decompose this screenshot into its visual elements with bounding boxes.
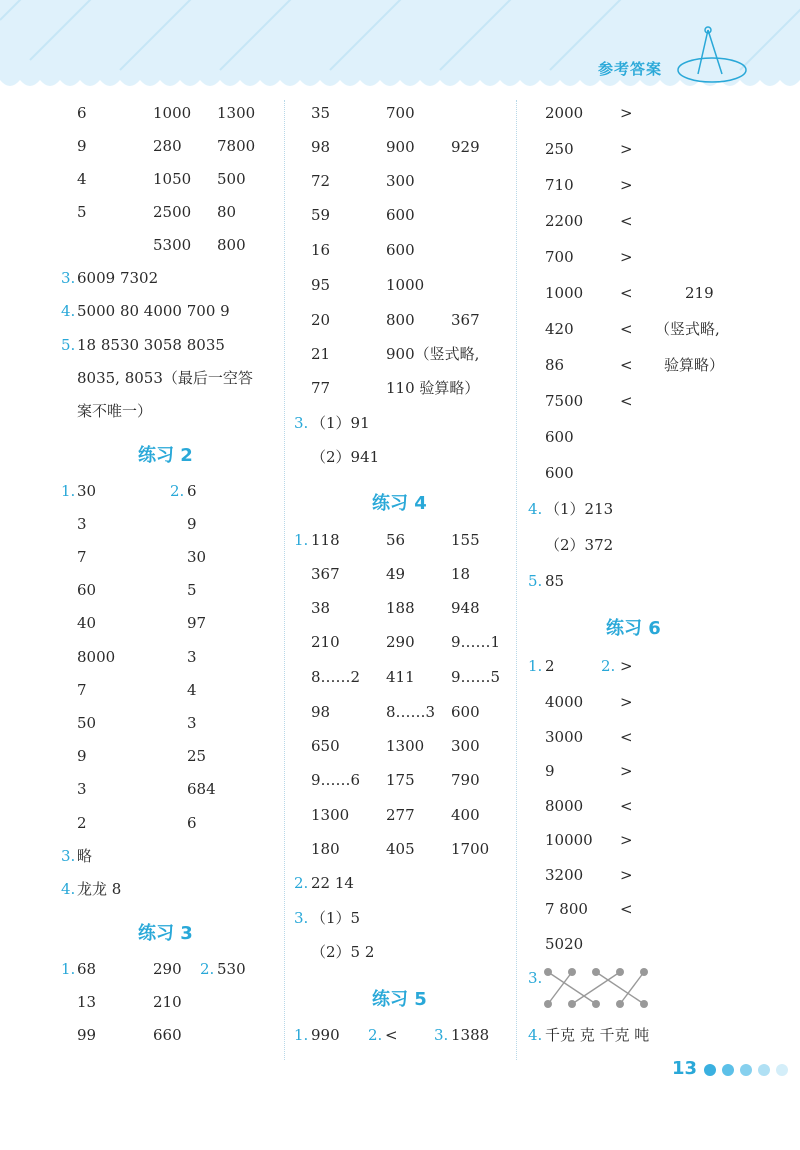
answer-value: 6	[187, 482, 197, 500]
answer-value: 790	[451, 771, 480, 789]
question-number: 1.	[61, 960, 76, 978]
answer-value: 367	[311, 565, 340, 583]
answer-value: 110 验算略）	[386, 379, 480, 397]
answer-value: 600	[386, 206, 415, 224]
answer-value: 50	[77, 714, 97, 732]
answer-value: 86	[545, 356, 565, 374]
answer-value: 9	[77, 137, 87, 155]
answer-value: 5020	[545, 935, 584, 953]
answer-value: 8……2	[311, 668, 361, 686]
column-divider	[284, 100, 285, 1060]
answer-value: >	[620, 693, 633, 711]
answer-value: 7 800	[545, 900, 588, 918]
answer-text: 案不唯一）	[77, 402, 153, 420]
answer-value: 900（竖式略,	[386, 345, 480, 363]
answer-value: 684	[187, 780, 216, 798]
answer-value: >	[620, 176, 633, 194]
answer-value: 59	[311, 206, 331, 224]
question-number: 4.	[61, 302, 76, 320]
answer-text: （2）5 2	[311, 943, 375, 961]
answer-value: 60	[77, 581, 97, 599]
question-number: 1.	[294, 1026, 309, 1044]
matching-lines-diagram	[540, 964, 670, 1012]
answer-value: 9	[77, 747, 87, 765]
page-number: 13	[672, 1058, 698, 1079]
answer-value: >	[620, 866, 633, 884]
answer-value: 8000	[77, 648, 116, 666]
question-number: 4.	[528, 1026, 543, 1044]
answer-value: <	[620, 392, 633, 410]
answer-value: 290	[153, 960, 182, 978]
question-number: 1.	[528, 657, 543, 675]
answer-value: 2	[545, 657, 555, 675]
answer-value: 98	[311, 138, 331, 156]
answer-value: 800	[217, 236, 246, 254]
answer-value: 6	[77, 104, 87, 122]
answer-value: 3	[187, 714, 197, 732]
question-number: 4.	[528, 500, 543, 518]
answer-text: （1）5	[311, 909, 361, 927]
answer-text: 验算略）	[664, 356, 725, 374]
answer-value: 95	[311, 276, 331, 294]
answer-value: 9……6	[311, 771, 361, 789]
answer-value: 420	[545, 320, 574, 338]
answer-value: >	[620, 831, 633, 849]
answer-text: 略	[77, 847, 93, 865]
answer-value: >	[620, 762, 633, 780]
section-title: 练习 2	[138, 445, 193, 466]
answer-value: 40	[77, 614, 97, 632]
answer-value: 68	[77, 960, 97, 978]
question-number: 2.	[601, 657, 616, 675]
answer-value: 2200	[545, 212, 584, 230]
answer-value: <	[620, 284, 633, 302]
question-number: 3.	[434, 1026, 449, 1044]
answer-value: <	[620, 797, 633, 815]
question-number: 3.	[61, 847, 76, 865]
section-title: 练习 4	[372, 493, 427, 514]
answer-value: 4000	[545, 693, 584, 711]
answer-value: 9……5	[451, 668, 501, 686]
answer-value: 990	[311, 1026, 340, 1044]
answer-text: （竖式略,	[655, 320, 720, 338]
answer-value: 405	[386, 840, 415, 858]
answer-value: 7	[77, 681, 87, 699]
answer-value: 660	[153, 1026, 182, 1044]
answer-value: 3	[77, 780, 87, 798]
answer-text: （1）213	[545, 500, 614, 518]
answer-value: 5	[77, 203, 87, 221]
answer-value: >	[620, 104, 633, 122]
section-title: 练习 5	[372, 989, 427, 1010]
answer-value: 700	[386, 104, 415, 122]
answer-text: 18 8530 3058 8035	[77, 336, 225, 354]
answer-value: 2	[77, 814, 87, 832]
answer-text: （1）91	[311, 414, 370, 432]
answer-value: 38	[311, 599, 331, 617]
answer-value: 250	[545, 140, 574, 158]
header-band	[0, 0, 800, 88]
column-divider	[516, 100, 517, 1060]
answer-value: 1000	[153, 104, 192, 122]
answer-value: 18	[451, 565, 471, 583]
answer-value: 188	[386, 599, 415, 617]
header-background	[0, 0, 800, 88]
answer-value: 1388	[451, 1026, 490, 1044]
answer-text: 5000 80 4000 700 9	[77, 302, 230, 320]
answer-value: <	[620, 900, 633, 918]
answer-value: 600	[545, 464, 574, 482]
question-number: 3.	[528, 969, 543, 987]
answer-value: 9	[545, 762, 555, 780]
section-title: 练习 3	[138, 923, 193, 944]
question-number: 3.	[294, 909, 309, 927]
answer-value: 1300	[311, 806, 350, 824]
answer-value: 700	[545, 248, 574, 266]
answer-value: 21	[311, 345, 331, 363]
answer-value: <	[620, 356, 633, 374]
answer-value: 600	[545, 428, 574, 446]
answer-text: 6009 7302	[77, 269, 159, 287]
answer-value: 5300	[153, 236, 192, 254]
header-title: 参考答案	[598, 60, 663, 78]
page-decoration	[700, 1064, 800, 1080]
question-number: 3.	[294, 414, 309, 432]
answer-value: 530	[217, 960, 246, 978]
answer-value: 30	[187, 548, 207, 566]
answer-value: 9……1	[451, 633, 501, 651]
answer-value: <	[385, 1026, 398, 1044]
answer-value: 3200	[545, 866, 584, 884]
answer-value: 411	[386, 668, 415, 686]
answer-value: 49	[386, 565, 406, 583]
answer-value: >	[620, 657, 633, 675]
answer-value: 99	[77, 1026, 97, 1044]
answer-value: 1000	[545, 284, 584, 302]
answer-value: 10000	[545, 831, 593, 849]
answer-text: （2）941	[311, 448, 380, 466]
answer-value: 118	[311, 531, 340, 549]
answer-value: 13	[77, 993, 97, 1011]
answer-value: 210	[311, 633, 340, 651]
answer-value: 180	[311, 840, 340, 858]
question-number: 5.	[61, 336, 76, 354]
question-number: 2.	[294, 874, 309, 892]
answer-value: 9	[187, 515, 197, 533]
answer-value: 3000	[545, 728, 584, 746]
answer-value: 175	[386, 771, 415, 789]
question-number: 2.	[200, 960, 215, 978]
answer-value: 35	[311, 104, 331, 122]
answer-value: 1700	[451, 840, 490, 858]
answer-value: 600	[451, 703, 480, 721]
answer-value: >	[620, 140, 633, 158]
question-number: 1.	[61, 482, 76, 500]
question-number: 2.	[170, 482, 185, 500]
answer-value: 280	[153, 137, 182, 155]
answer-value: 85	[545, 572, 565, 590]
answer-value: <	[620, 728, 633, 746]
section-title: 练习 6	[606, 618, 661, 639]
answer-value: 72	[311, 172, 331, 190]
answer-value: 8……3	[386, 703, 436, 721]
answer-text: 千克 克 千克 吨	[545, 1026, 650, 1044]
answer-value: 1000	[386, 276, 425, 294]
answer-value: 80	[217, 203, 237, 221]
answer-value: 7800	[217, 137, 256, 155]
answer-value: 800	[386, 311, 415, 329]
answer-value: 367	[451, 311, 480, 329]
answer-value: 290	[386, 633, 415, 651]
answer-value: 300	[386, 172, 415, 190]
answer-value: >	[620, 248, 633, 266]
answer-value: 1300	[386, 737, 425, 755]
answer-value: 98	[311, 703, 331, 721]
answer-text: （2）372	[545, 536, 614, 554]
answer-value: 2000	[545, 104, 584, 122]
question-number: 4.	[61, 880, 76, 898]
answer-value: 900	[386, 138, 415, 156]
answer-value: 3	[187, 648, 197, 666]
answer-value: 500	[217, 170, 246, 188]
answer-value: 25	[187, 747, 207, 765]
answer-value: <	[620, 320, 633, 338]
answer-value: 3	[77, 515, 87, 533]
answer-value: 300	[451, 737, 480, 755]
question-number: 5.	[528, 572, 543, 590]
question-number: 2.	[368, 1026, 383, 1044]
answer-value: 219	[685, 284, 714, 302]
answer-value: 20	[311, 311, 331, 329]
answer-value: 710	[545, 176, 574, 194]
answer-value: 30	[77, 482, 97, 500]
answer-value: <	[620, 212, 633, 230]
answer-value: 277	[386, 806, 415, 824]
answer-value: 56	[386, 531, 406, 549]
answer-value: 6	[187, 814, 197, 832]
answer-text: 龙龙 8	[77, 880, 122, 898]
answer-value: 2500	[153, 203, 192, 221]
answer-value: 5	[187, 581, 197, 599]
answer-value: 4	[187, 681, 197, 699]
answer-value: 7500	[545, 392, 584, 410]
question-number: 3.	[61, 269, 76, 287]
answer-value: 7	[77, 548, 87, 566]
answer-value: 155	[451, 531, 480, 549]
question-number: 1.	[294, 531, 309, 549]
answer-value: 77	[311, 379, 331, 397]
answer-value: 948	[451, 599, 480, 617]
answer-value: 16	[311, 241, 331, 259]
answer-value: 210	[153, 993, 182, 1011]
answer-text: 22 14	[311, 874, 354, 892]
answer-value: 1050	[153, 170, 192, 188]
answer-value: 8000	[545, 797, 584, 815]
answer-value: 400	[451, 806, 480, 824]
answer-value: 600	[386, 241, 415, 259]
answer-value: 929	[451, 138, 480, 156]
answer-value: 1300	[217, 104, 256, 122]
answer-text: 8035, 8053（最后一空答	[77, 369, 253, 387]
answer-value: 97	[187, 614, 207, 632]
answer-value: 4	[77, 170, 87, 188]
answer-value: 650	[311, 737, 340, 755]
